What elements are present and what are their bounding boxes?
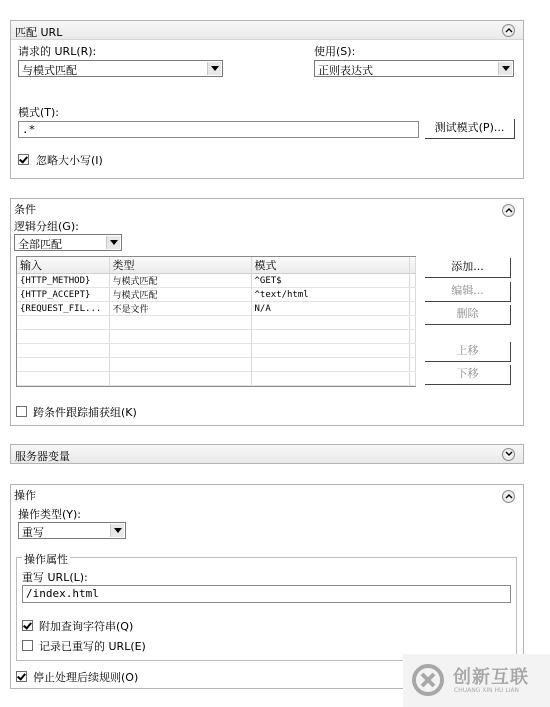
empty-row: [17, 316, 415, 330]
column-header-pattern[interactable]: 模式: [251, 257, 409, 274]
dropdown-arrow-icon[interactable]: [498, 62, 512, 75]
collapse-chevron-icon[interactable]: [502, 204, 515, 217]
cell-filler: [409, 288, 415, 302]
remove-condition-button[interactable]: 删除: [425, 305, 511, 325]
requested-url-value: 与模式匹配: [22, 64, 77, 77]
logical-grouping-label: 逻辑分组(G):: [14, 220, 79, 233]
collapse-chevron-icon[interactable]: [502, 24, 515, 37]
move-up-button[interactable]: 上移: [425, 342, 511, 362]
watermark-sub: CHUANG XIN HU LIAN: [454, 687, 520, 694]
column-header-input[interactable]: 输入: [17, 257, 109, 274]
column-header-type[interactable]: 类型: [109, 257, 251, 274]
cell-pattern: ^GET$: [251, 274, 409, 288]
edit-condition-button[interactable]: 编辑...: [425, 282, 511, 302]
requested-url-label: 请求的 URL(R):: [18, 45, 97, 58]
pattern-value: .*: [22, 123, 36, 136]
match-url-header[interactable]: [11, 21, 523, 40]
table-row[interactable]: [17, 288, 415, 302]
table-row[interactable]: [17, 302, 415, 316]
logical-grouping-value: 全部匹配: [18, 238, 62, 251]
action-header[interactable]: [11, 485, 523, 502]
watermark-logo-icon: [412, 664, 444, 699]
conditions-table: [17, 257, 416, 386]
rewrite-url-value: /index.html: [26, 587, 99, 600]
pattern-label: 模式(T):: [18, 106, 60, 119]
cell-pattern: ^text/html: [251, 288, 409, 302]
using-value: 正则表达式: [318, 64, 373, 77]
action-properties-legend: 操作属性: [24, 553, 68, 566]
dropdown-arrow-icon[interactable]: [207, 62, 221, 75]
cell-type: 与模式匹配: [109, 288, 251, 302]
cell-filler: [409, 274, 415, 288]
cell-input: {HTTP_ACCEPT}: [17, 288, 109, 302]
cell-input: {HTTP_METHOD}: [17, 274, 109, 288]
track-captures-checkbox[interactable]: [16, 406, 27, 417]
action-type-select[interactable]: [18, 522, 126, 539]
requested-url-select[interactable]: [18, 60, 223, 77]
add-condition-button[interactable]: 添加...: [425, 258, 511, 278]
stop-processing-checkbox[interactable]: [16, 671, 27, 682]
action-title: 操作: [14, 489, 36, 502]
dropdown-arrow-icon[interactable]: [110, 524, 124, 537]
stop-processing-label[interactable]: 停止处理后续规则(O): [33, 671, 139, 684]
empty-row: [17, 344, 415, 358]
conditions-title: 条件: [14, 203, 36, 216]
table-header-row: [17, 257, 415, 274]
cell-input: {REQUEST_FIL...: [17, 302, 109, 316]
rewrite-url-label: 重写 URL(L):: [22, 571, 88, 584]
using-label: 使用(S):: [314, 45, 356, 58]
ignore-case-label[interactable]: 忽略大小写(I): [36, 154, 103, 167]
table-row[interactable]: [17, 274, 415, 288]
append-query-checkbox[interactable]: [22, 620, 33, 631]
match-url-title: 匹配 URL: [15, 26, 63, 39]
action-type-value: 重写: [22, 526, 44, 539]
log-rewritten-checkbox[interactable]: [22, 640, 33, 651]
server-variables-panel[interactable]: [10, 444, 524, 464]
track-captures-label[interactable]: 跨条件跟踪捕获组(K): [33, 406, 137, 419]
log-rewritten-label[interactable]: 记录已重写的 URL(E): [39, 640, 146, 653]
conditions-header[interactable]: [11, 199, 523, 216]
column-header-filler: [409, 257, 415, 274]
move-down-button[interactable]: 下移: [425, 365, 511, 385]
watermark: [403, 654, 550, 707]
empty-row: [17, 330, 415, 344]
append-query-label[interactable]: 附加查询字符串(Q): [39, 620, 134, 633]
pattern-input[interactable]: [18, 121, 419, 138]
collapse-chevron-icon[interactable]: [502, 490, 515, 503]
cell-type: 与模式匹配: [109, 274, 251, 288]
expand-chevron-icon[interactable]: [502, 448, 515, 461]
empty-row: [17, 358, 415, 372]
test-pattern-button[interactable]: 测试模式(P)...: [425, 119, 515, 139]
action-type-label: 操作类型(Y):: [18, 508, 82, 521]
ignore-case-checkbox[interactable]: [18, 154, 29, 165]
rewrite-url-input[interactable]: [22, 585, 511, 603]
using-select[interactable]: [314, 60, 514, 77]
empty-row: [17, 372, 415, 386]
server-variables-title: 服务器变量: [15, 450, 70, 463]
watermark-brand: 创新互联: [453, 667, 529, 688]
cell-type: 不是文件: [109, 302, 251, 316]
cell-pattern: N/A: [251, 302, 409, 316]
dropdown-arrow-icon[interactable]: [106, 236, 120, 249]
cell-filler: [409, 302, 415, 316]
logical-grouping-select[interactable]: [14, 234, 122, 251]
